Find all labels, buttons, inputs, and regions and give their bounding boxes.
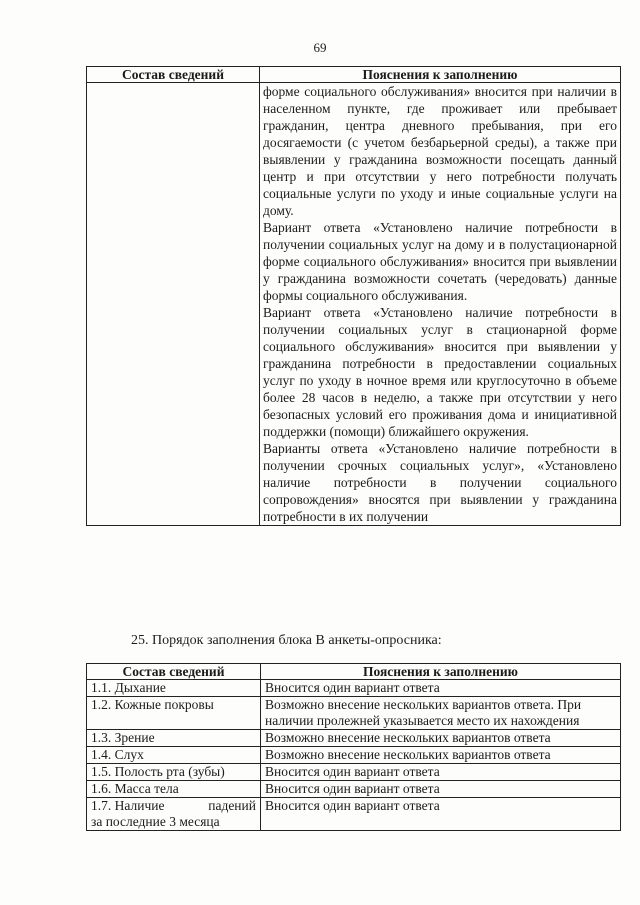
item-text: за последние 3 месяца	[91, 814, 220, 829]
column-header-explanations: Пояснения к заполнению	[260, 67, 621, 83]
explanation-cell: Вносится один вариант ответа	[261, 781, 621, 798]
explanation-cell: Возможно внесение нескольких вариантов ответа. При наличии пролежней указывается место их нахождения	[261, 697, 621, 730]
table-row	[87, 781, 621, 798]
item-cell: 1.1. Дыхание	[87, 680, 261, 697]
item-text: 1.7. Наличие	[91, 798, 165, 813]
table-row	[87, 747, 621, 764]
explanations-table-continued	[86, 66, 621, 526]
explanation-paragraph: Вариант ответа «Установлено наличие потребности в получении социальных услуг в стационарной форме социального обслуживания» вносится при выявлении у гражданина потребности в предоставлении социальных услуг по уходу в ночное время или круглосуточно в объеме более 28 часов в неделю, а также при отсутствии у него безопасных условий его проживания дома и инициативной поддержки (помощи) ближайшего окружения.	[263, 305, 617, 439]
table-row	[87, 764, 621, 781]
explanation-cell: Возможно внесение нескольких вариантов ответа	[261, 747, 621, 764]
table-header-row	[87, 664, 621, 680]
composition-cell-empty	[87, 83, 260, 526]
section-heading: 25. Порядок заполнения блока В анкеты-опросника:	[131, 633, 442, 648]
table-row	[87, 83, 621, 526]
item-cell	[87, 798, 261, 831]
explanation-cell: Вносится один вариант ответа	[261, 798, 621, 831]
table-row	[87, 680, 621, 697]
explanation-paragraph: Вариант ответа «Установлено наличие потребности в получении социальных услуг на дому и в полустационарной форме социального обслуживания» вносится при выявлении у гражданина возможности сочетать (чередовать) данные формы социального обслуживания.	[263, 220, 617, 303]
column-header-composition: Состав сведений	[87, 664, 261, 680]
item-cell: 1.6. Масса тела	[87, 781, 261, 798]
table-header-row	[87, 67, 621, 83]
explanation-paragraph: Варианты ответа «Установлено наличие потребности в получении срочных социальных услуг», «Установлено наличие потребности в получении социального сопровождения» вносятся при выявлении у гражданина потребности в их получении	[263, 441, 617, 524]
item-cell: 1.5. Полость рта (зубы)	[87, 764, 261, 781]
item-cell: 1.3. Зрение	[87, 730, 261, 747]
column-header-composition: Состав сведений	[87, 67, 260, 83]
column-header-explanations: Пояснения к заполнению	[261, 664, 621, 680]
table-row	[87, 798, 621, 831]
item-cell: 1.2. Кожные покровы	[87, 697, 261, 730]
item-line	[91, 798, 256, 814]
table-row	[87, 697, 621, 730]
block-v-table	[86, 663, 621, 831]
explanation-cell	[260, 83, 621, 526]
table-row	[87, 730, 621, 747]
explanation-cell: Вносится один вариант ответа	[261, 764, 621, 781]
explanation-cell: Вносится один вариант ответа	[261, 680, 621, 697]
explanation-paragraph: форме социального обслуживания» вносится при наличии в населенном пункте, где проживает или пребывает гражданин, центра дневного пребывания, при его досягаемости (с учетом безбарьерной среды), а также при выявлении у гражданина возможности посещать данный центр и при отсутствии у него потребности получать социальные услуги по уходу и иные социальные услуги на дому.	[263, 84, 617, 218]
explanation-cell: Возможно внесение нескольких вариантов ответа	[261, 730, 621, 747]
page-number: 69	[313, 40, 327, 55]
item-text: падений	[208, 798, 256, 813]
item-cell: 1.4. Слух	[87, 747, 261, 764]
